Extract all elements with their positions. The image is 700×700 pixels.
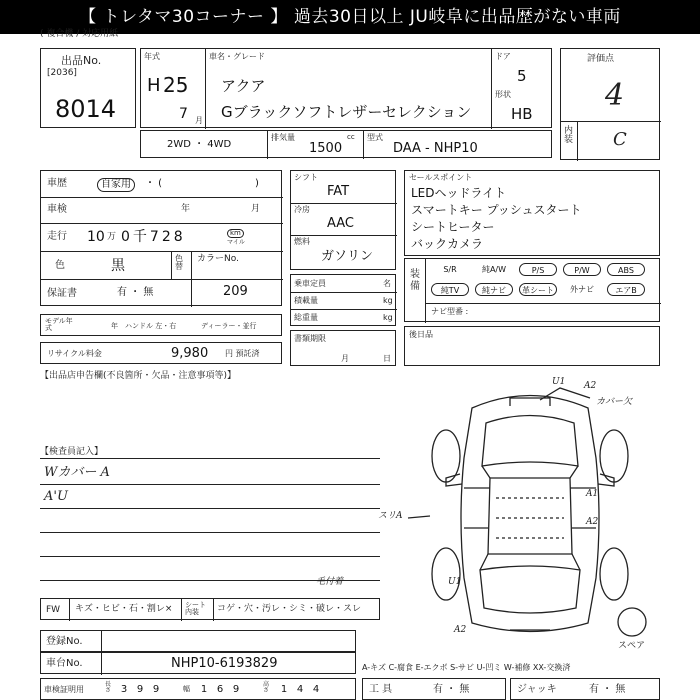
damage-mark: カバー欠 [596,397,633,407]
banner-title: 【 トレタマ30コーナー 】 過去30日以上 JU岐阜に出品歴がない車両 [0,0,700,34]
door-label: ドア [495,52,511,61]
hgt-label: 高さ [263,681,270,694]
left-info [40,170,282,306]
hgt-digit: 1 [280,684,288,695]
mileage-label: 走行 [47,231,67,242]
cert-row [40,678,356,700]
recycle-value: 9,980 [171,346,209,361]
disp-unit: cc [347,133,355,141]
fw-row [40,598,380,620]
mileage-unit-km: km [227,229,244,238]
load-unit: kg [383,296,393,305]
capacity-box [290,274,396,326]
interior-value: C [613,129,627,150]
mileage-man: 10 [87,229,105,245]
equip-ps: P/S [519,263,557,276]
ac-value: AAC [327,216,354,231]
color-label: 色 [55,260,65,271]
len-digit: 9 [152,684,160,695]
gross-unit: kg [383,313,393,322]
year-label: 年式 [144,52,160,61]
equip-abs: ABS [607,263,645,276]
recycle-row [40,342,282,364]
damage-mark: A2 [586,517,599,527]
seller-notes-label: 【出品店申告欄(不良箇所・欠品・注意事項等)】 [40,371,237,381]
jack-row [510,678,660,700]
wid-digit: 1 [200,684,208,695]
equip-navi: 純ナビ [475,283,513,296]
mileage-unit-mile: マイル [227,239,245,246]
chassis-label: 車台No. [46,658,83,669]
tools-label: 工 具 [369,684,393,695]
car-diagram [400,378,660,648]
history-value: 自家用 [97,178,135,192]
seat-items: コゲ・穴・汚レ・シミ・破レ・スレ [217,604,362,614]
car-grade: Gブラックソフトレザーセレクション [221,103,472,121]
sales-box [404,170,660,256]
equip-tv: 純TV [431,283,469,296]
equip-leather: 革シート [519,283,557,296]
cert-label: 車検証明用 [44,685,84,694]
damage-mark: A2 [584,381,597,391]
mileage-man-unit: 万 [107,232,117,242]
lot-box [40,48,136,128]
jack-value: 有 ・ 無 [589,684,626,695]
jack-label: ジャッキ [517,684,557,695]
handle-label: ハンドル 左・右 [125,322,177,330]
history-extra: ・ ( [145,178,163,189]
load-label: 積載量 [294,296,318,305]
lot-label: 出品No. [61,54,102,67]
shift-label: シフト [294,173,318,182]
middle-info [290,170,396,270]
color-no-label: カラーNo. [197,254,239,264]
wid-label: 幅 [183,685,190,693]
len-digit: 9 [136,684,144,695]
history-label: 車歴 [47,178,67,189]
fuel-label: 燃料 [294,237,310,246]
inspector-label: 【検査員記入】 [40,447,104,457]
equip-label: 装備 [410,269,420,292]
warranty-label: 保証書 [47,288,77,299]
damage-mark: スリA [378,511,403,521]
paper-note: ( 複合機 / 対応用紙 [40,29,119,39]
regdate-box [290,330,396,366]
capacity-label: 乗車定員 [294,279,326,288]
inspector-note: Wカバー A [44,465,110,480]
wid-digit: 9 [232,684,240,695]
fw-label: FW [46,605,61,615]
chassis-row [40,652,356,674]
fuel-value: ガソリン [321,249,374,264]
gross-label: 総重量 [294,313,318,322]
score-value: 4 [605,78,625,113]
color-value: 黒 [111,258,125,274]
fw-items: キズ・ヒビ・石・割レ× [75,604,173,614]
score-label: 評価点 [587,54,615,64]
damage-mark: A2 [454,625,467,635]
equip-box [404,258,660,322]
shift-value: FAT [327,184,350,199]
seat-label: シート内装 [185,601,206,616]
model-year-row [40,314,282,336]
tools-row [362,678,506,700]
model-year-unit: 年 [111,322,118,330]
sales-point: シートヒーター [411,220,495,234]
inspect-year: 年 [181,204,191,214]
equip-aw: 純A/W [481,265,507,274]
disp-label: 排気量 [271,133,295,142]
equip-sr: S/R [443,265,457,274]
damage-mark: U1 [552,377,566,387]
len-digit: 3 [120,684,128,695]
inspect-label: 車検 [47,204,67,215]
hgt-digit: 4 [312,684,320,695]
regdate-label: 書類期限 [294,334,326,343]
car-info-box [140,48,552,128]
chassis-value: NHP10-6193829 [171,656,278,671]
car-name: アクア [221,77,266,95]
shape-value: HB [511,105,533,123]
inspector-note: A'U [44,489,68,504]
model-value: DAA - NHP10 [393,141,478,156]
navi-label: ナビ型番 : [431,307,469,316]
seat-note: 毛付着 [316,577,344,587]
dealer-label: ディーラー・並行 [201,322,257,330]
spec-row [140,130,552,158]
drive-value: 2WD ・ 4WD [167,139,232,150]
regdate-day: 日 [383,354,391,363]
model-year-label: モデル年式 [45,317,73,332]
lot-code: [2036] [47,68,77,78]
equip-pw: P/W [563,263,601,276]
capacity-unit: 名 [383,279,391,288]
len-label: 長さ [105,681,112,694]
damage-mark: A1 [586,489,599,499]
regdate-unit: 月 [341,354,349,363]
sales-point: スマートキー プッシュスタート [411,203,582,217]
lot-number: 8014 [55,95,117,123]
hgt-digit: 4 [296,684,304,695]
wid-digit: 6 [216,684,224,695]
reg-label: 登録No. [46,636,83,647]
later-box [404,326,660,366]
month-unit: 月 [195,116,203,125]
year-era: H [147,75,161,96]
damage-mark: U1 [448,577,462,587]
later-label: 後日品 [409,330,433,339]
spare-label: スペア [618,641,646,651]
name-label: 車名・グレード [209,52,265,61]
equip-ext-navi: 外ナビ [570,285,594,294]
door-value: 5 [517,67,527,85]
mileage-digits: 0千728 [121,229,186,245]
damage-legend: A-キズ C-腐食 E-エクボ S-サビ U-凹ミ W-補修 XX-交換済 [362,663,571,672]
score-box [560,48,660,160]
shape-label: 形状 [495,90,511,99]
sales-label: セールスポイント [409,173,473,182]
year-value: 25 [163,73,189,97]
inspect-month: 月 [251,204,261,214]
tools-value: 有 ・ 無 [433,684,470,695]
history-close: ) [255,178,259,189]
sales-point: バックカメラ [411,237,484,251]
color-no-value: 209 [223,284,248,299]
equip-airbag: エアB [607,283,645,296]
reg-row [40,630,356,652]
ac-label: 冷房 [294,205,310,214]
recycle-unit: 円 預託済 [225,349,260,358]
month-value: 7 [179,106,188,122]
sales-point: LEDヘッドライト [411,186,507,200]
recycle-label: リサイクル料金 [47,349,102,358]
disp-value: 1500 [309,141,343,156]
interior-label: 内装 [564,126,574,145]
warranty-value: 有 ・ 無 [117,287,154,298]
color-change-label: 色替 [175,254,183,271]
model-label: 型式 [367,133,383,142]
